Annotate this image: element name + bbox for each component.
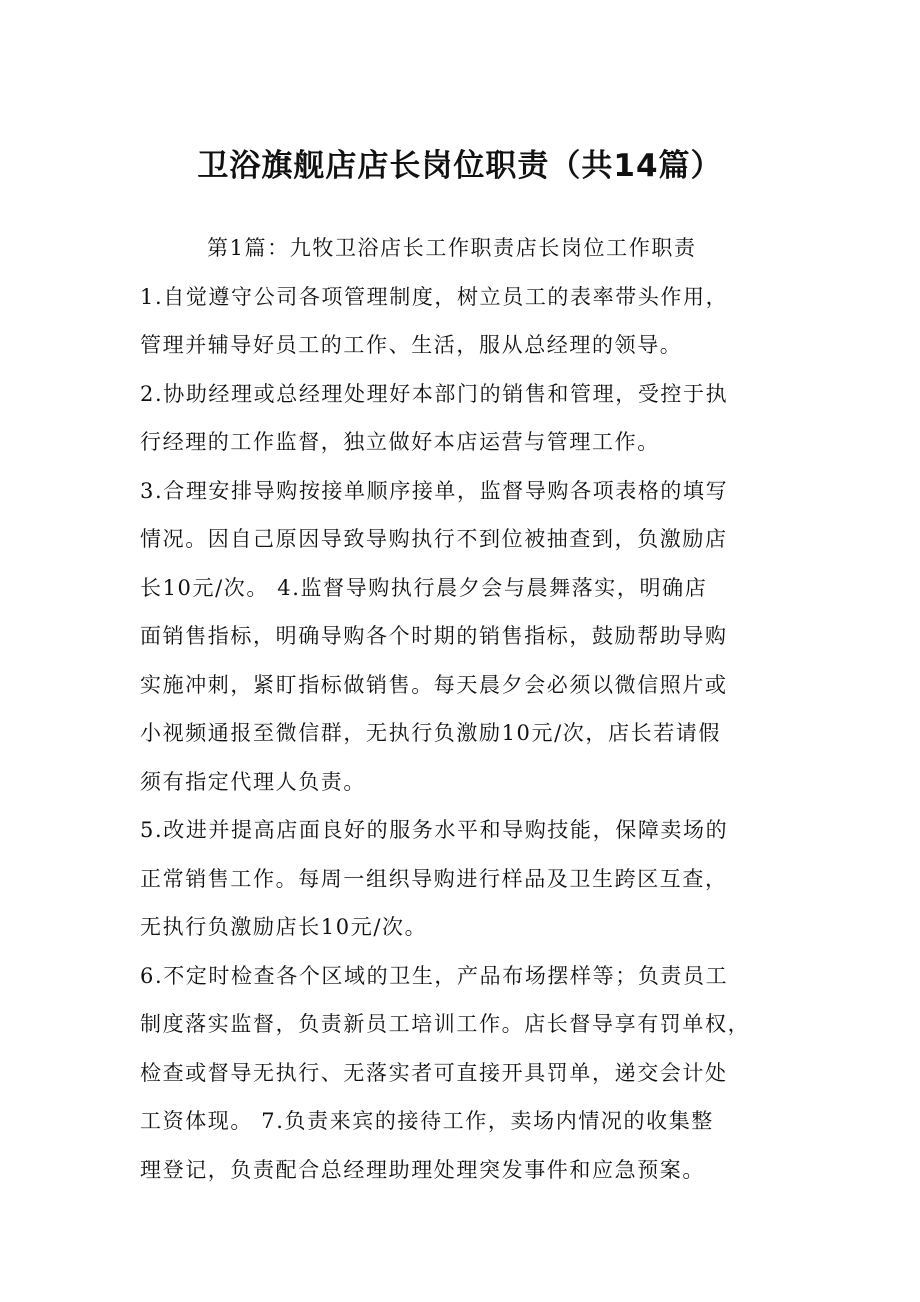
text-line: 2.协助经理或总经理处理好本部门的销售和管理，受控于执: [140, 381, 729, 406]
text-line: 第1篇：九牧卫浴店长工作职责店长岗位工作职责: [207, 236, 697, 260]
document-body: [140, 224, 780, 1194]
text-line: 面销售指标，明确导购各个时期的销售指标，鼓励帮助导购: [140, 624, 728, 648]
text-line: 实施冲刺，紧盯指标做销售。每天晨夕会必须以微信照片或: [140, 672, 728, 697]
text-line: 小视频通报至微信群，无执行负激励10元/次，店长若请假: [140, 721, 721, 745]
text-line: 5.改进并提高店面良好的服务水平和导购技能，保障卖场的: [140, 818, 729, 842]
text-line: 3.合理安排导购按接单顺序接单，监督导购各项表格的填写: [140, 478, 729, 503]
text-line: 须有指定代理人负责。: [140, 769, 366, 794]
document-title: 卫浴旗舰店店长岗位职责（共14篇）: [197, 148, 723, 184]
text-line: 无执行负激励店长10元/次。: [140, 915, 428, 939]
text-line: 1.自觉遵守公司各项管理制度，树立员工的表率带头作用，: [140, 284, 729, 309]
text-line: 情况。因自己原因导致导购执行不到位被抽查到，负激励店: [140, 527, 728, 551]
text-line: 正常销售工作。每周一组织导购进行样品及卫生跨区互查，: [140, 866, 728, 891]
text-line: 长10元/次。 4.监督导购执行晨夕会与晨舞落实，明确店: [140, 575, 708, 600]
text-line: 行经理的工作监督，独立做好本店运营与管理工作。: [140, 430, 660, 454]
text-line: 检查或督导无执行、无落实者可直接开具罚单，递交会计处: [140, 1060, 728, 1085]
text-line: 6.不定时检查各个区域的卫生，产品布场摆样等；负责员工: [140, 963, 729, 988]
text-line: 管理并辅导好员工的工作、生活，服从总经理的领导。: [140, 333, 683, 357]
text-line: 制度落实监督，负责新员工培训工作。店长督导享有罚单权，: [140, 1012, 751, 1036]
text-line: 工资体现。 7.负责来宾的接待工作，卖场内情况的收集整: [140, 1109, 714, 1133]
text-line: 理登记，负责配合总经理助理处理突发事件和应急预案。: [140, 1157, 705, 1182]
